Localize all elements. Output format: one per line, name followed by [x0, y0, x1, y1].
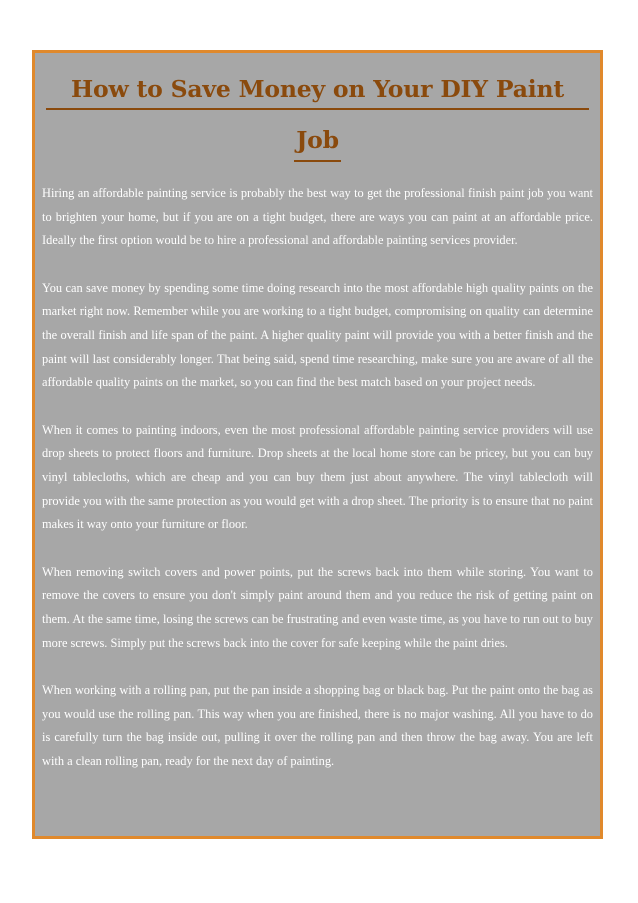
paragraph: When it comes to painting indoors, even the most professional affordable painting service providers will use drop sheets to protect floors and furniture. Drop sheets at the local home store can be pricey, but you can buy vinyl tablecloths, which are cheap and you can buy them just about anywhere. The vinyl tablecloth will provide you with the same protection as you would get with a drop sheet. The priority is to ensure that no paint makes it way onto your furniture or floor.: [42, 422, 593, 532]
article-body: [42, 182, 593, 773]
page-title: [43, 71, 592, 164]
title-line-1: How to Save Money on Your DIY Paint: [46, 71, 589, 110]
article-panel: [32, 50, 603, 839]
paragraph: When working with a rolling pan, put the pan inside a shopping bag or black bag. Put the paint onto the bag as you would use the rolling pan. This way when you are finished, there is no major washing. All you have to do is carefully turn the bag inside out, pulling it over the rolling pan and then throw the bag away. You are left with a clean rolling pan, ready for the next day of painting.: [42, 683, 593, 768]
paragraph: Hiring an affordable painting service is probably the best way to get the professional finish paint job you want to brighten your home, but if you are on a tight budget, there are ways you can paint at an affordable price. Ideally the first option would be to hire a professional and affordable painting services provider.: [42, 186, 593, 248]
paragraph: You can save money by spending some time doing research into the most affordable high quality paints on the market right now. Remember while you are working to a tight budget, compromising on quality can determine the overall finish and life span of the paint. A higher quality paint will provide you with a better finish and the paint will last considerably longer. That being said, spend time researching, make sure you are aware of all the affordable quality paints on the market, so you can find the best match based on your project needs.: [42, 280, 593, 390]
title-line-2: Job: [294, 120, 341, 162]
paragraph: When removing switch covers and power points, put the screws back into them while storing. You want to remove the covers to ensure you don't simply paint around them and you reduce the risk of getting paint on them. At the same time, losing the screws can be frustrating and even waste time, as you have to run out to buy more screws. Simply put the screws back into the cover for safe keeping while the paint dries.: [42, 564, 593, 650]
